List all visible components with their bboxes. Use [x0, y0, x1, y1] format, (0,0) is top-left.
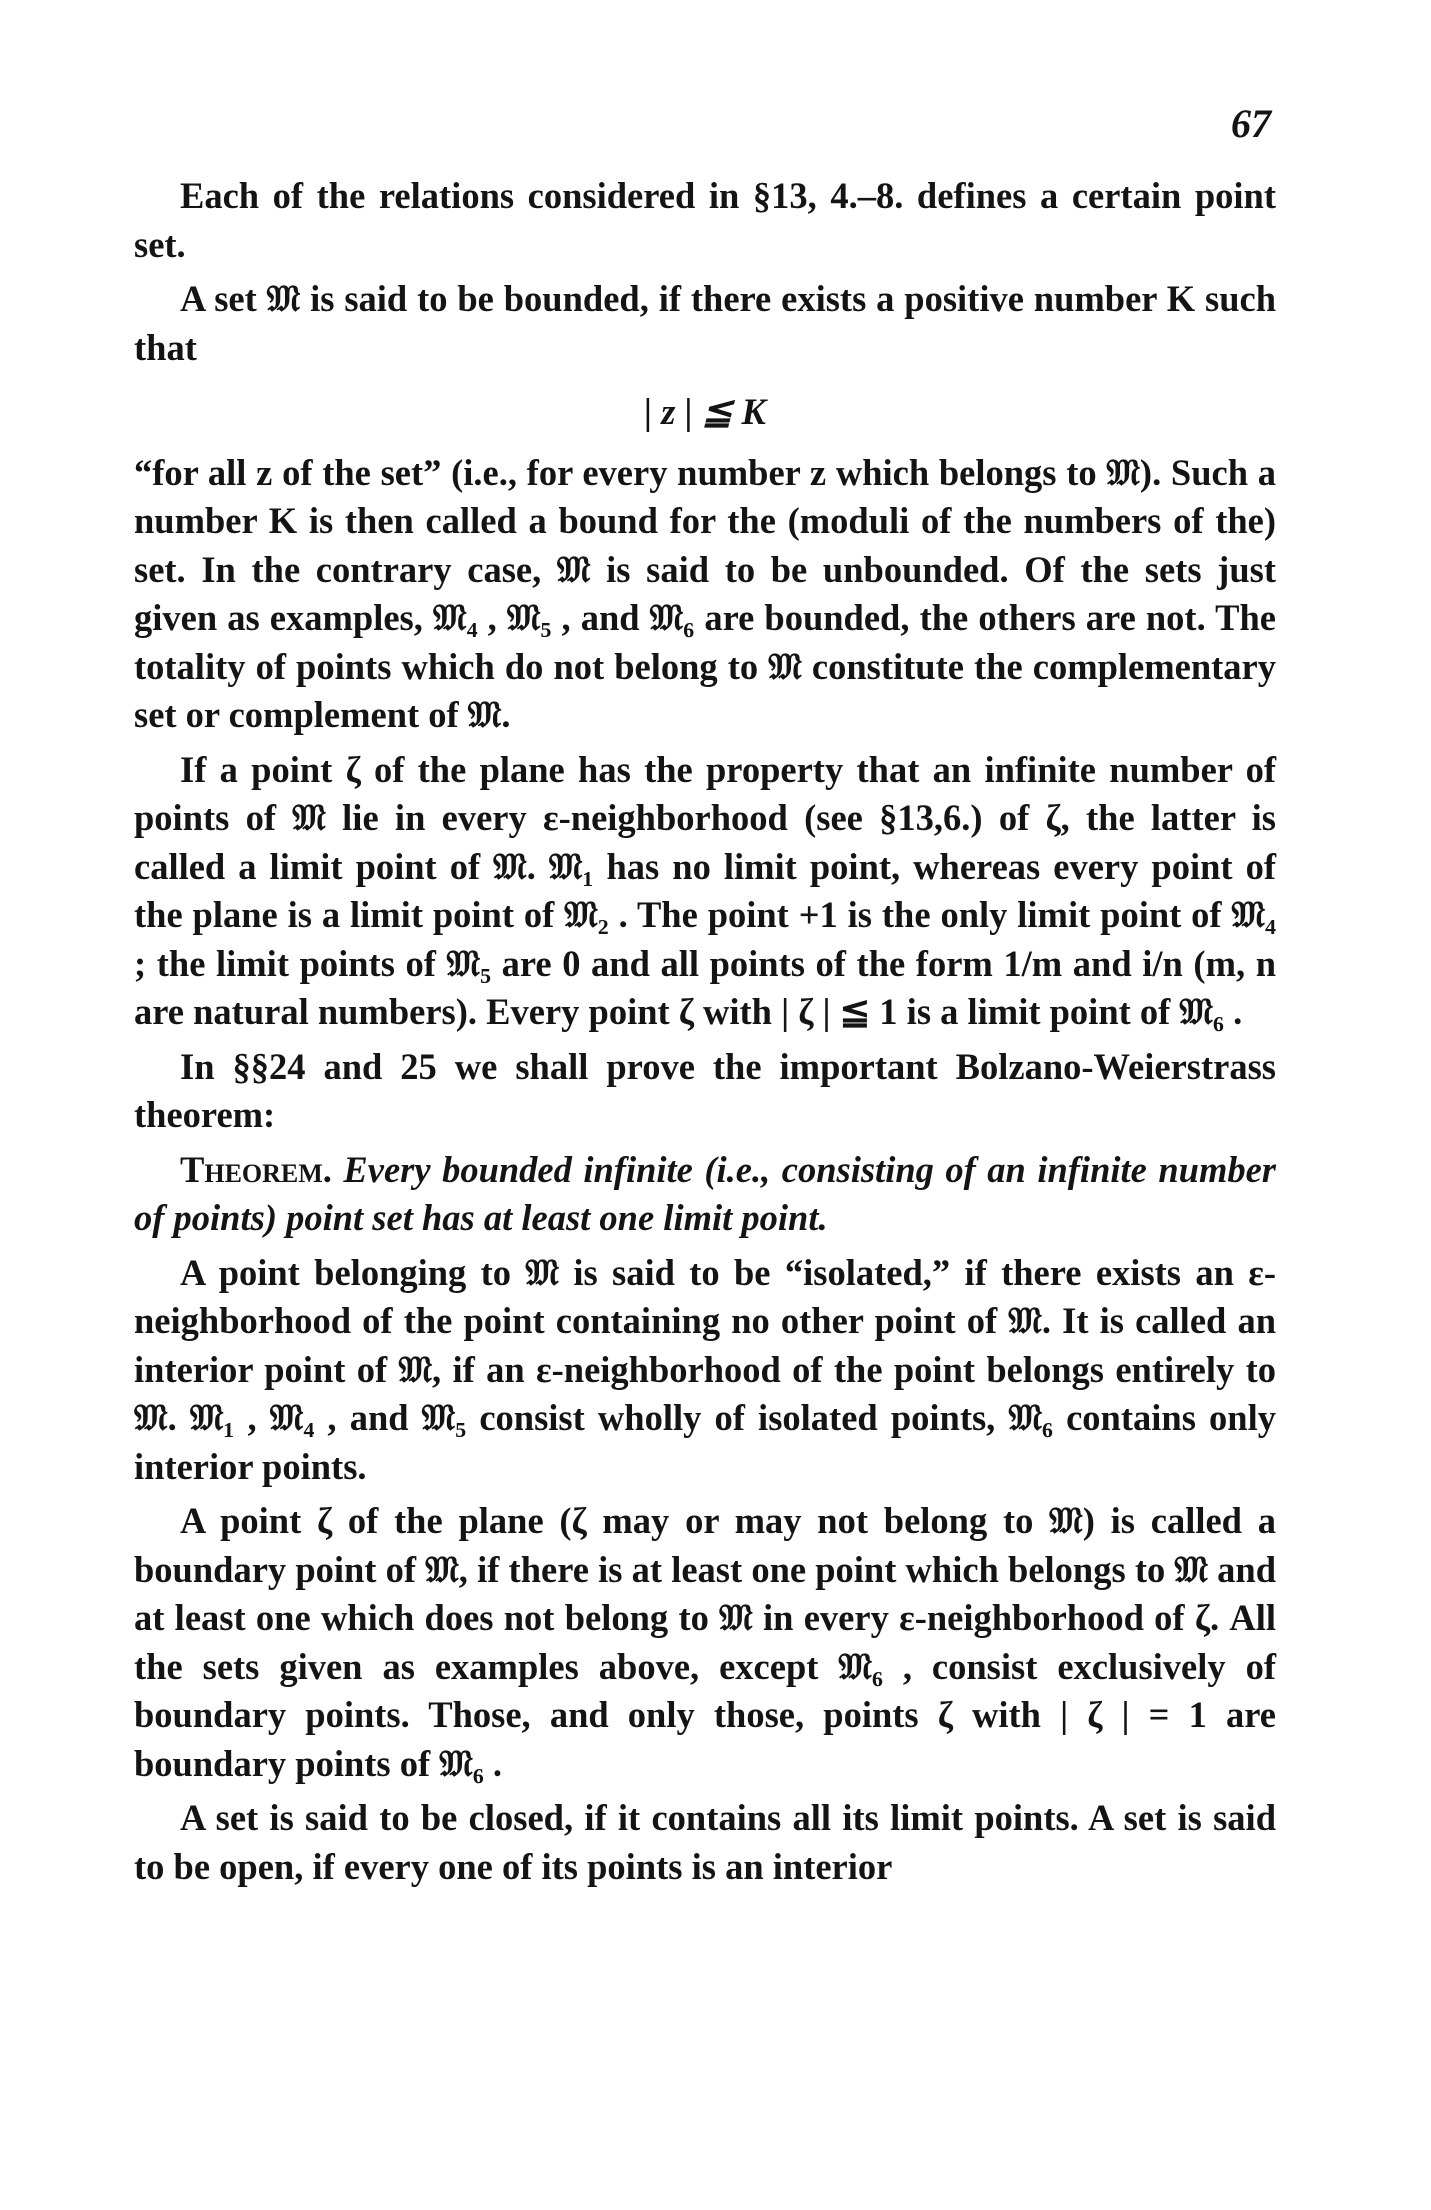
- paragraph-boundary-point: A point ζ of the plane (ζ may or may not belong to 𝔐) is called a boundary point of 𝔐, if there is at least one point which belongs to 𝔐 and at least one which does not belong to 𝔐 in every ε-neighborhood of ζ. All the sets given as examples above, except 𝔐₆ , consist exclusively of boundary points. Those, and only those, points ζ with | ζ | = 1 are boundary points of 𝔐₆ .: [134, 1500, 1276, 1784]
- theorem-statement: Every bounded infinite (i.e., consisting of an infinite number of points) point set has at least one limit point.: [134, 1148, 1276, 1238]
- paragraph-isolated-interior: A point belonging to 𝔐 is said to be “isolated,” if there exists an ε-neighborhood of the point containing no other point of 𝔐. It is called an interior point of 𝔐, if an ε-neighborhood of the point belongs entirely to 𝔐. 𝔐₁ , 𝔐₄ , and 𝔐₅ consist wholly of isolated points, 𝔐₆ contains only interior points.: [134, 1251, 1276, 1487]
- paragraph-bound-complement: “for all z of the set” (i.e., for every number z which belongs to 𝔐). Such a number K is then called a bound for the (moduli of the numbers of the) set. In the contrary case, 𝔐 is said to be unbounded. Of the sets just given as examples, 𝔐₄ , 𝔐₅ , and 𝔐₆ are bounded, the others are not. The totality of points which do not belong to 𝔐 constitute the complementary set or complement of 𝔐.: [134, 451, 1276, 735]
- theorem-label: Theorem.: [180, 1148, 332, 1190]
- page-number: 67: [1231, 101, 1271, 146]
- paragraph-bolzano-weierstrass: In §§24 and 25 we shall prove the important Bolzano-Weierstrass theorem:: [134, 1045, 1276, 1135]
- bound-formula: | z | ≦ K: [644, 391, 766, 432]
- paragraph-bounded-definition: A set 𝔐 is said to be bounded, if there exists a positive number K such that: [134, 278, 1276, 368]
- paragraph-limit-point: If a point ζ of the plane has the property that an infinite number of points of 𝔐 lie in every ε-neighborhood (see §13,6.) of ζ, the latter is called a limit point of 𝔐. 𝔐₁ has no limit point, whereas every point of the plane is a limit point of 𝔐₂ . The point +1 is the only limit point of 𝔐₄ ; the limit points of 𝔐₅ are 0 and all points of the form 1/m and i/n (m, n are natural numbers). Every point ζ with | ζ | ≦ 1 is a limit point of 𝔐₆ .: [134, 748, 1276, 1032]
- theorem: [134, 1146, 1276, 1243]
- page-body: [134, 172, 1276, 1897]
- paragraph-closed-open: A set is said to be closed, if it contains all its limit points. A set is said to be open, if every one of its points is an interior: [134, 1797, 1276, 1887]
- paragraph-point-sets: Each of the relations considered in §13, 4.–8. defines a certain point set.: [134, 175, 1276, 265]
